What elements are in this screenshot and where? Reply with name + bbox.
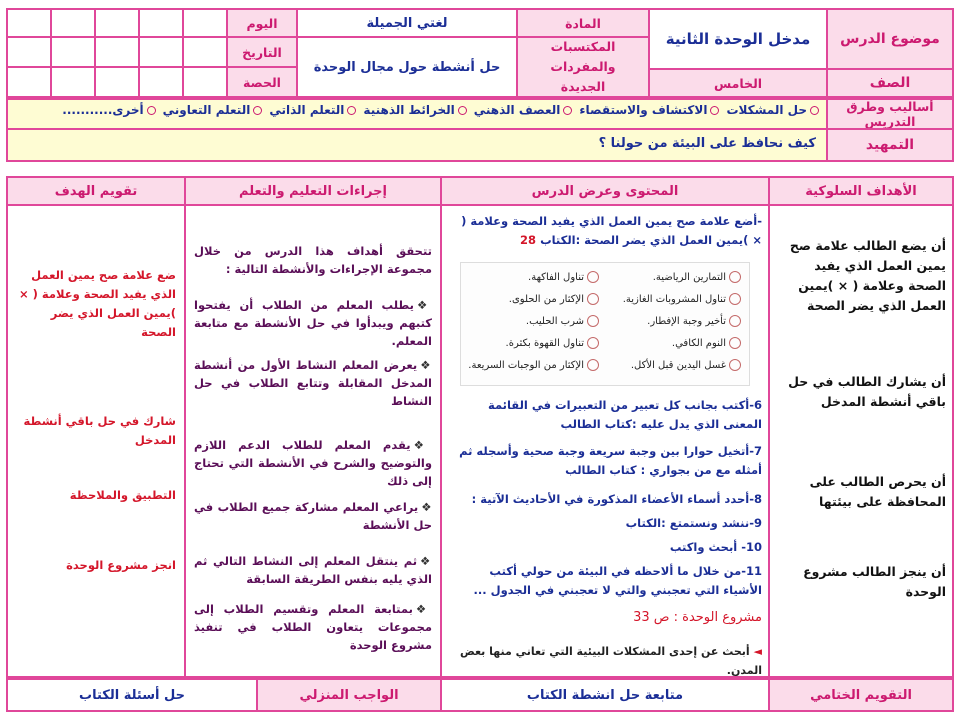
- content-item: 9-ننشد ونستمتع :الكتاب: [625, 516, 762, 530]
- circle-icon: [563, 106, 572, 115]
- subject-label: المادة: [516, 8, 650, 38]
- procedure-step: ❖يعرض المعلم النشاط الأول من أنشطة المدخل المقابلة وتتابع الطلاب في حل النشاط: [194, 358, 432, 408]
- evaluation-item: ضع علامة صح يمين العمل الذي يفيد الصحة وعلامة ( × )يمين العمل الذي يضر الصحة: [19, 268, 176, 339]
- diamond-bullet-icon: ❖: [420, 358, 432, 372]
- evaluation-column: [6, 204, 186, 678]
- lesson-topic-label: موضوع الدرس: [826, 8, 954, 70]
- objectives-column: [768, 204, 954, 678]
- intro-text: كيف نحافظ على البيئة من حولنا ؟: [598, 136, 816, 151]
- evaluation-header: تقويم الهدف: [6, 176, 186, 206]
- intro-value: [6, 128, 828, 162]
- book-item: التمارين الرياضية.: [621, 271, 741, 283]
- grid-cell: [94, 36, 140, 68]
- content-item: 11-من خلال ما ألاحظه في البيئة من حولي أكتب الأشياء التي تعجبني والتي لا تعجبني في الجدول ...: [473, 564, 762, 597]
- final-eval-label: التقويم الختامي: [768, 678, 954, 712]
- circle-icon: [147, 106, 156, 115]
- procedure-step: ❖ثم ينتقل المعلم إلى النشاط التالي ثم الذي يليه بنفس الطريقة السابقة: [194, 554, 433, 586]
- method-item: أخرى...........: [62, 103, 156, 117]
- content-item: 6-أكتب بجانب كل تعبير من التعبيرات في القائمة المعنى الذي يدل عليه :كتاب الطالب: [487, 398, 762, 431]
- content-item: 7-أتخيل حوارا بين وجبة سريعة وجبة صحية وأسجله ثم أمثله مع من بجواري : كتاب الطالب: [459, 444, 762, 477]
- grid-cell: [138, 66, 184, 98]
- method-item: التعلم الذاتي: [269, 103, 357, 117]
- final-eval-value: متابعة حل انشطة الكتاب: [440, 678, 770, 712]
- methods-label: أساليب وطرق التدريس: [826, 98, 954, 130]
- method-item: العصف الذهني: [474, 103, 574, 117]
- diamond-bullet-icon: ❖: [421, 500, 432, 514]
- date-label: التاريخ: [226, 36, 298, 68]
- book-item: غسل اليدين قبل الأكل.: [621, 359, 741, 371]
- method-item: حل المشكلات: [726, 103, 820, 117]
- grid-cell: [94, 66, 140, 98]
- intro-label: التمهيد: [826, 128, 954, 162]
- period-label: الحصة: [226, 66, 298, 98]
- circle-icon: [710, 106, 719, 115]
- procedure-step: ❖بمتابعة المعلم وتقسيم الطلاب إلى مجموعات يتعاون الطلاب في تنفيذ مشروع الوحدة: [194, 602, 432, 652]
- circle-icon: [458, 106, 467, 115]
- arrow-left-icon: ◄: [753, 645, 762, 658]
- book-item: النوم الكافي.: [621, 337, 741, 349]
- acquisitions-value: حل أنشطة حول مجال الوحدة: [296, 36, 518, 98]
- book-item: تناول القهوة بكثرة.: [479, 337, 599, 349]
- grid-cell: [182, 66, 228, 98]
- procedure-step: ❖يقدم المعلم للطلاب الدعم اللازم والتوضيح والشرح في الأنشطة التي تحتاج إلى ذلك: [194, 438, 432, 488]
- grid-cell: [50, 36, 96, 68]
- method-item: التعلم التعاوني: [163, 103, 264, 117]
- book-item: الإكثار من الحلوى.: [479, 293, 599, 305]
- objective-item: أن ينجز الطالب مشروع الوحدة: [803, 564, 946, 599]
- grid-cell: [138, 8, 184, 38]
- methods-list: [14, 103, 820, 117]
- circle-icon: [729, 359, 741, 371]
- book-item: تأخير وجبة الإفطار.: [621, 315, 741, 327]
- objectives-header: الأهداف السلوكية: [768, 176, 954, 206]
- procedures-intro: تتحقق أهداف هذا الدرس من خلال مجموعة الإجراءات والأنشطة التالية :: [194, 244, 432, 276]
- homework-label: الواجب المنزلي: [256, 678, 442, 712]
- grid-cell: [50, 66, 96, 98]
- book-item: تناول المشروبات الغازية.: [621, 293, 741, 305]
- grade-label: الصف: [826, 68, 954, 98]
- content-item: 8-أحدد أسماء الأعضاء المذكورة في الأحاديث الآتية :: [471, 492, 762, 506]
- evaluation-item: التطبيق والملاحظة: [69, 488, 176, 502]
- diamond-bullet-icon: ❖: [415, 602, 432, 616]
- circle-icon: [729, 293, 741, 305]
- content-header: المحتوى وعرض الدرس: [440, 176, 770, 206]
- grid-cell: [6, 66, 52, 98]
- method-item: الخرائط الذهنية: [363, 103, 467, 117]
- grid-cell: [138, 36, 184, 68]
- procedure-step: ❖يراعي المعلم مشاركة جميع الطلاب في حل الأنشطة: [194, 500, 432, 532]
- grid-cell: [182, 36, 228, 68]
- page-number: 28: [520, 233, 537, 247]
- content-item: 10- أبحث واكتب: [669, 540, 762, 554]
- grid-cell: [6, 8, 52, 38]
- diamond-bullet-icon: ❖: [416, 298, 432, 312]
- homework-value: حل أسئلة الكتاب: [6, 678, 258, 712]
- circle-icon: [729, 315, 741, 327]
- grid-cell: [6, 36, 52, 68]
- evaluation-item: انجز مشروع الوحدة: [66, 558, 176, 572]
- objective-item: أن يضع الطالب علامة صح يمين العمل الذي يفيد الصحة وعلامة ( × )يمين العمل الذي يضر الصحة: [789, 238, 946, 313]
- grid-cell: [182, 8, 228, 38]
- grade-value: الخامس: [648, 68, 828, 98]
- circle-icon: [729, 271, 741, 283]
- circle-icon: [253, 106, 262, 115]
- acquisitions-label: المكتسبات والمفردات الجديدة: [516, 36, 650, 98]
- content-item: -أضع علامة صح يمين العمل الذي يفيد الصحة وعلامة ( × )يمين العمل الذي يضر الصحة :الكتاب 28: [461, 214, 762, 247]
- circle-icon: [587, 359, 599, 371]
- objective-item: أن يشارك الطالب في حل باقي أنشطة المدخل: [788, 374, 946, 409]
- procedures-header: إجراءات التعليم والتعلم: [184, 176, 442, 206]
- project-line: مشروع الوحدة : ص 33: [633, 610, 762, 625]
- book-line: ◄ أبحث عن إحدى المشكلات البيئية التي تعاني منها بعض المدن.: [459, 645, 762, 677]
- grid-cell: [94, 8, 140, 38]
- evaluation-item: شارك في حل باقي أنشطة المدخل: [23, 414, 176, 447]
- book-excerpt: [460, 262, 750, 386]
- book-item: الإكثار من الوجبات السريعة.: [459, 359, 599, 371]
- circle-icon: [587, 315, 599, 327]
- method-item: الاكتشاف والاستقصاء: [579, 103, 720, 117]
- circle-icon: [587, 271, 599, 283]
- book-item: شرب الحليب.: [479, 315, 599, 327]
- objective-item: أن يحرص الطالب على المحافظة على بيئتها: [809, 474, 946, 509]
- subject-value: لغتي الجميلة: [296, 8, 518, 38]
- circle-icon: [347, 106, 356, 115]
- lesson-topic-value: مدخل الوحدة الثانية: [648, 8, 828, 70]
- procedure-step: ❖يطلب المعلم من الطلاب أن يفتحوا كتبهم ويبدأوا في حل الأنشطة مع متابعة المعلم.: [194, 298, 432, 348]
- grid-cell: [50, 8, 96, 38]
- circle-icon: [729, 337, 741, 349]
- procedures-column: [184, 204, 442, 678]
- diamond-bullet-icon: ❖: [413, 438, 432, 452]
- circle-icon: [587, 337, 599, 349]
- book-item: تناول الفاكهة.: [479, 271, 599, 283]
- circle-icon: [587, 293, 599, 305]
- day-label: اليوم: [226, 8, 298, 38]
- methods-value: [6, 98, 828, 130]
- circle-icon: [810, 106, 819, 115]
- diamond-bullet-icon: ❖: [420, 554, 433, 568]
- content-column: [440, 204, 770, 678]
